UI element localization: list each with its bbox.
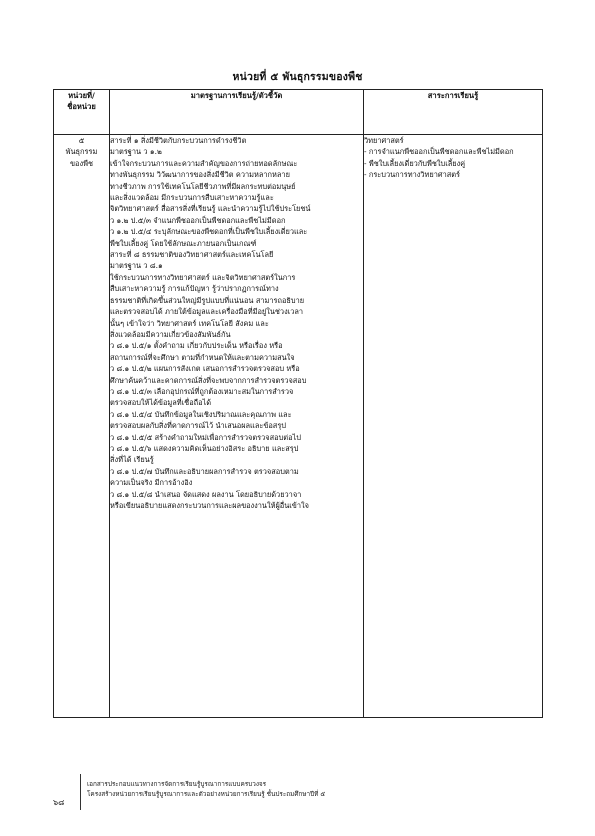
content-line: วิทยาศาสตร์ xyxy=(364,136,404,145)
standards-line: สถานการณ์ที่จะศึกษา ตามที่กำหนดให้และตามความสนใจ xyxy=(110,352,295,362)
unit-name-line: ของพืช xyxy=(70,158,93,168)
standards-line: ว ๘.๑ ป.๕/๒ แผนการสังเกต เสนอการสำรวจตรวจสอบ หรือ xyxy=(110,364,300,374)
standards-line: มาตรฐาน ว ๘.๑ xyxy=(110,261,163,271)
footer-line: โครงสร้างหน่วยการเรียนรู้บูรณาการและตัวอย่างหน่วยการเรียนรู้ ชั้นประถมศึกษาปีที่ ๕ xyxy=(87,790,326,798)
standards-line: ว ๘.๑ ป.๕/๖ แสดงความคิดเห็นอย่างอิสระ อธิบาย และสรุป xyxy=(110,443,299,453)
curriculum-table xyxy=(53,89,543,718)
standards-line: สาระที่ ๘ ธรรมชาติของวิทยาศาสตร์และเทคโนโลยี xyxy=(110,250,274,260)
standards-line: ธรรมชาติที่เกิดขึ้นส่วนใหญ่มีรูปแบบที่แน่นอน สามารถอธิบาย xyxy=(110,295,305,305)
standards-line: ตรวจสอบผลกับสิ่งที่คาดการณ์ไว้ นำเสนอผลและข้อสรุป xyxy=(110,421,286,431)
header-content: สาระการเรียนรู้ xyxy=(364,90,543,135)
footer-text xyxy=(87,779,325,799)
standards-line: นั้นๆ เข้าใจว่า วิทยาศาสตร์ เทคโนโลยี สังคม และ xyxy=(110,318,269,328)
standards-line: ว ๘.๑ ป.๕/๔ บันทึกข้อมูลในเชิงปริมาณและคุณภาพ และ xyxy=(110,409,292,419)
header-unit xyxy=(54,90,110,135)
standards-line: ทางชีวภาพ การใช้เทคโนโลยีชีวภาพที่มีผลกระทบต่อมนุษย์ xyxy=(110,181,296,191)
standards-line: มาตรฐาน ว ๑.๒ xyxy=(110,147,162,157)
standards-line: ตรวจสอบให้ได้ข้อมูลที่เชื่อถือได้ xyxy=(110,398,212,408)
standards-line: ว ๘.๑ ป.๕/๓ เลือกอุปกรณ์ที่ถูกต้องเหมาะสมในการสำรวจ xyxy=(110,386,294,396)
standards-line: พืชใบเลี้ยงคู่ โดยใช้ลักษณะภายนอกเป็นเกณฑ์ xyxy=(110,238,257,248)
page-number: ๖๘ xyxy=(53,798,65,807)
standards-line: และสิ่งแวดล้อม มีกระบวนการสืบเสาะหาความรู้และ xyxy=(110,193,274,203)
content-line: - การจำแนกพืชออกเป็นพืชดอกและพืชไม่มีดอก xyxy=(364,147,514,157)
standards-cell xyxy=(110,135,364,718)
standards-line: เข้าใจกระบวนการและความสำคัญของการถ่ายทอดลักษณะ xyxy=(110,158,298,168)
standards-line: ศึกษาค้นคว้าและคาดการณ์สิ่งที่จะพบจากการสำรวจตรวจสอบ xyxy=(110,375,307,385)
header-standards: มาตรฐานการเรียนรู้/ตัวชี้วัด xyxy=(110,90,364,135)
standards-line: สาระที่ ๑ สิ่งมีชีวิตกับกระบวนการดำรงชีวิต xyxy=(110,136,247,145)
standards-line: ว ๘.๑ ป.๕/๕ สร้างคำถามใหม่เพื่อการสำรวจตรวจสอบต่อไป xyxy=(110,432,301,442)
page-title: หน่วยที่ ๕ พันธุกรรมของพืช xyxy=(232,71,363,83)
content-cell xyxy=(364,135,543,718)
standards-line: หรือเขียนอธิบายแสดงกระบวนการและผลของงานให้ผู้อื่นเข้าใจ xyxy=(110,501,309,510)
unit-number: ๕ xyxy=(78,136,85,145)
standards-line: ใช้กระบวนการทางวิทยาศาสตร์ และจิตวิทยาศาสตร์ในการ xyxy=(110,272,296,282)
standards-line: ทางพันธุกรรม วิวัฒนาการของสิ่งมีชีวิต ความหลากหลาย xyxy=(110,170,290,180)
footer-divider xyxy=(80,774,81,810)
standards-line: จิตวิทยาศาสตร์ สื่อสารสิ่งที่เรียนรู้ และนำความรู้ไปใช้ประโยชน์ xyxy=(110,204,311,214)
table-header-row xyxy=(54,90,543,135)
standards-line: สืบเสาะหาความรู้ การแก้ปัญหา รู้ว่าปรากฏการณ์ทาง xyxy=(110,284,279,294)
header-unit-line: ชื่อหน่วย xyxy=(67,102,96,111)
standards-line: สิ่งที่ได้ เรียนรู้ xyxy=(110,455,154,465)
unit-cell xyxy=(54,135,110,718)
header-unit-line: หน่วยที่/ xyxy=(68,91,95,100)
standards-line: ว ๘.๑ ป.๕/๘ นำเสนอ จัดแสดง ผลงาน โดยอธิบายด้วยวาจา xyxy=(110,489,302,499)
standards-line: ว ๑.๒ ป.๕/๓ จำแนกพืชออกเป็นพืชดอกและพืชไม่มีดอก xyxy=(110,215,286,225)
table-row xyxy=(54,135,543,718)
footer-line: เอกสารประกอบแนวทางการจัดการเรียนรู้บูรณาการแบบครบวงจร xyxy=(87,780,267,788)
standards-line: ความเป็นจริง มีการอ้างอิง xyxy=(110,478,193,488)
unit-name-line: พันธุกรรม xyxy=(65,147,98,157)
standards-line: ว ๘.๑ ป.๕/๑ ตั้งคำถาม เกี่ยวกับประเด็น หรือเรื่อง หรือ xyxy=(110,341,283,351)
standards-line: และตรวจสอบได้ ภายใต้ข้อมูลและเครื่องมือที่มีอยู่ในช่วงเวลา xyxy=(110,307,304,317)
content-line: - กระบวนการทางวิทยาศาสตร์ xyxy=(364,170,461,180)
content-line: - พืชใบเลี้ยงเดี่ยวกับพืชใบเลี้ยงคู่ xyxy=(364,158,466,168)
standards-line: ว ๑.๒ ป.๕/๔ ระบุลักษณะของพืชดอกที่เป็นพืชใบเลี้ยงเดี่ยวและ xyxy=(110,227,308,237)
standards-line: ว ๘.๑ ป.๕/๗ บันทึกและอธิบายผลการสำรวจ ตรวจสอบตาม xyxy=(110,466,299,476)
standards-line: สิ่งแวดล้อมมีความเกี่ยวข้องสัมพันธ์กัน xyxy=(110,329,231,339)
